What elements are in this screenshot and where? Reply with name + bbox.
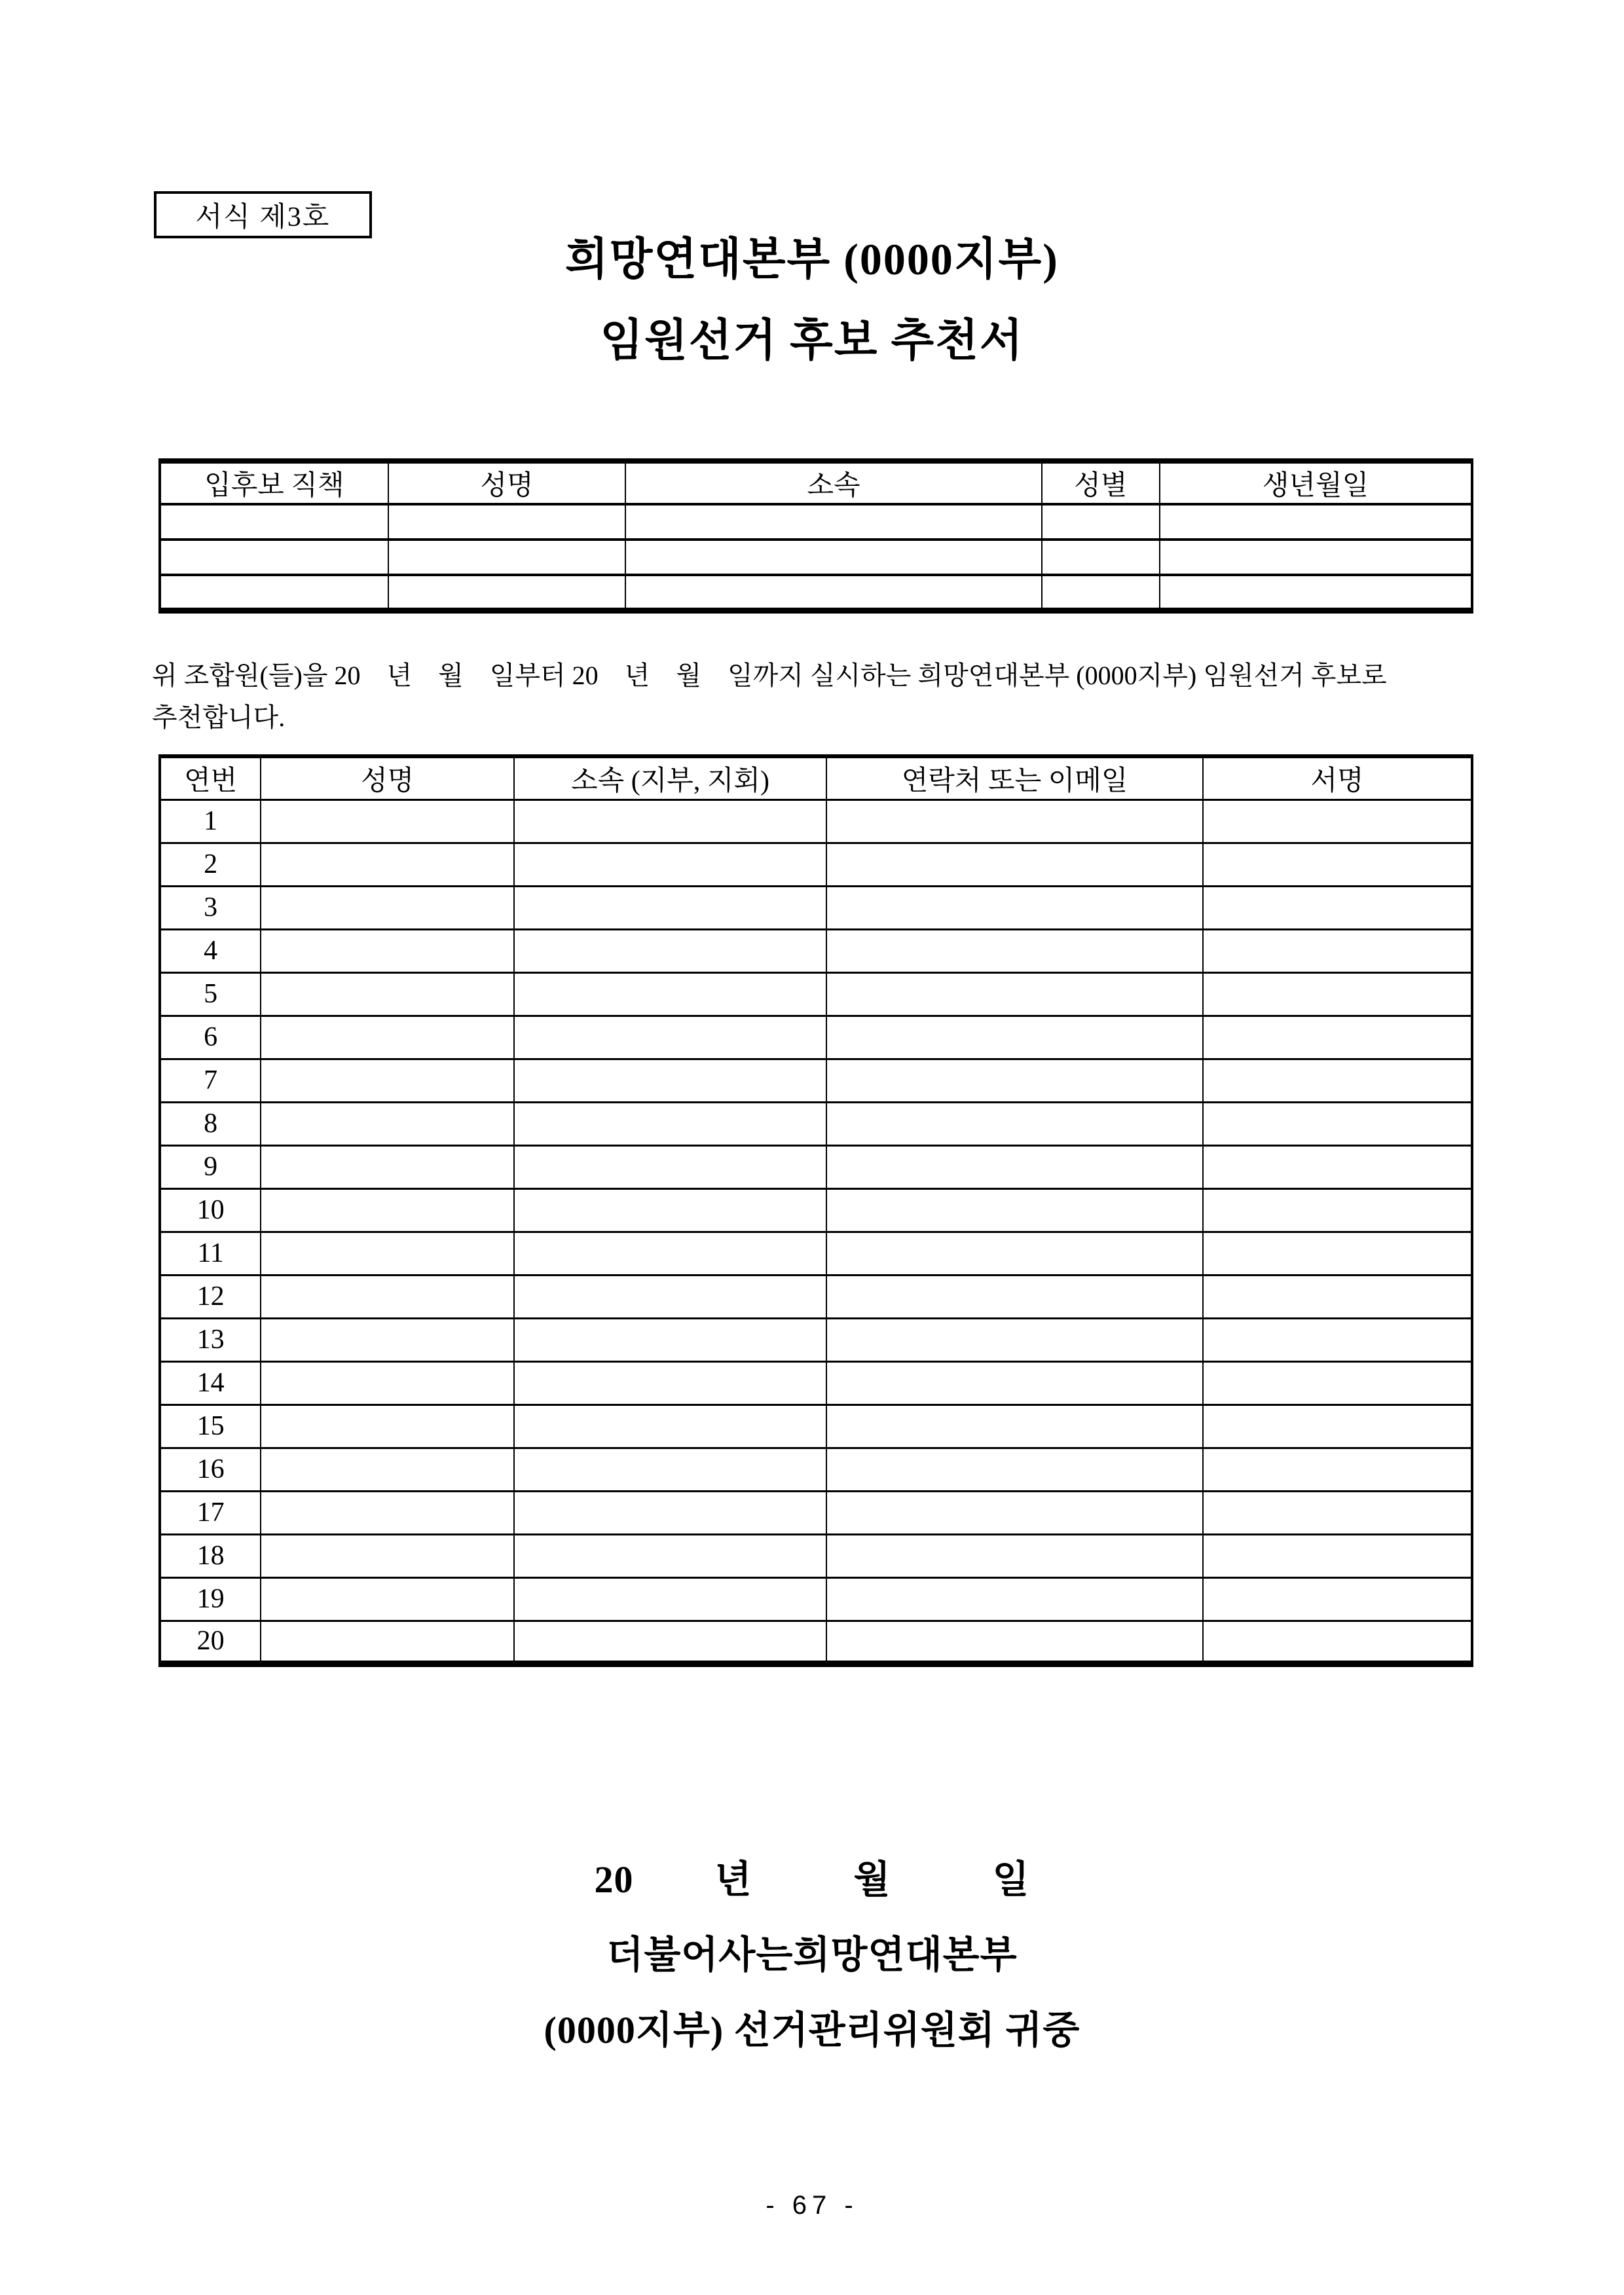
table-row [160, 1534, 1472, 1577]
closing-block [0, 1860, 1624, 2051]
page-number: - 67 - [766, 2191, 858, 2220]
empty-cell [625, 504, 1041, 540]
empty-cell [261, 1275, 514, 1318]
statement-line-2: 추천합니다. [152, 703, 286, 732]
empty-cell [826, 1145, 1203, 1188]
empty-cell [1203, 1188, 1472, 1232]
row-number-cell: 14 [160, 1361, 261, 1405]
table-row [160, 929, 1472, 972]
empty-cell [826, 1102, 1203, 1145]
row-number-cell: 9 [160, 1145, 261, 1188]
column-header: 성명 [261, 756, 514, 799]
empty-cell [514, 1102, 826, 1145]
row-number-cell: 7 [160, 1059, 261, 1102]
recommendation-statement [152, 655, 1501, 739]
empty-cell [826, 1405, 1203, 1448]
column-header: 성별 [1042, 461, 1160, 504]
empty-cell [261, 929, 514, 972]
row-number-cell: 10 [160, 1188, 261, 1232]
closing-date-line: 20 년 월 일 [594, 1858, 1030, 1901]
empty-cell [826, 799, 1203, 843]
empty-cell [1160, 504, 1472, 540]
empty-cell [826, 929, 1203, 972]
empty-cell [826, 1059, 1203, 1102]
column-header: 소속 (지부, 지회) [514, 756, 826, 799]
empty-cell [1160, 540, 1472, 575]
empty-cell [826, 1016, 1203, 1059]
table-row [160, 1145, 1472, 1188]
table-row [160, 1448, 1472, 1491]
empty-cell [261, 1016, 514, 1059]
empty-cell [514, 1621, 826, 1664]
row-number-cell: 13 [160, 1318, 261, 1361]
document-title [0, 236, 1624, 364]
empty-cell [160, 504, 388, 540]
empty-cell [514, 929, 826, 972]
column-header: 연번 [160, 756, 261, 799]
table-row [160, 1405, 1472, 1448]
empty-cell [514, 1361, 826, 1405]
empty-cell [1203, 1534, 1472, 1577]
empty-cell [826, 1361, 1203, 1405]
empty-cell [1203, 1318, 1472, 1361]
empty-cell [514, 1145, 826, 1188]
row-number-cell: 5 [160, 972, 261, 1016]
row-number-cell: 17 [160, 1491, 261, 1534]
header-row [160, 756, 1472, 799]
table-row [160, 1491, 1472, 1534]
table-row [160, 1621, 1472, 1664]
empty-cell [826, 1275, 1203, 1318]
candidate-info-table [158, 458, 1473, 614]
empty-cell [514, 1232, 826, 1275]
empty-cell [261, 1577, 514, 1621]
table-row [160, 1577, 1472, 1621]
empty-cell [160, 540, 388, 575]
row-number-cell: 8 [160, 1102, 261, 1145]
header-row [160, 461, 1472, 504]
empty-cell [514, 1448, 826, 1491]
empty-cell [160, 575, 388, 611]
empty-cell [261, 1102, 514, 1145]
empty-cell [1203, 886, 1472, 929]
empty-cell [514, 1318, 826, 1361]
empty-cell [1203, 972, 1472, 1016]
empty-cell [514, 1577, 826, 1621]
empty-cell [261, 799, 514, 843]
row-number-cell: 1 [160, 799, 261, 843]
table-row [160, 799, 1472, 843]
empty-cell [388, 575, 626, 611]
form-number-box: 서식 제3호 [154, 191, 372, 238]
column-header: 입후보 직책 [160, 461, 388, 504]
empty-cell [1160, 575, 1472, 611]
empty-cell [261, 843, 514, 886]
empty-cell [514, 1188, 826, 1232]
empty-cell [514, 1405, 826, 1448]
row-number-cell: 4 [160, 929, 261, 972]
empty-cell [1203, 1275, 1472, 1318]
statement-line-1: 위 조합원(들)을 20 년 월 일부터 20 년 월 일까지 실시하는 희망연대본부 (0000지부) 임원선거 후보로 [152, 661, 1387, 690]
empty-cell [1203, 1361, 1472, 1405]
empty-cell [1203, 799, 1472, 843]
empty-cell [514, 799, 826, 843]
empty-cell [261, 972, 514, 1016]
row-number-cell: 18 [160, 1534, 261, 1577]
table-row [160, 1318, 1472, 1361]
empty-cell [826, 972, 1203, 1016]
table-row [160, 1102, 1472, 1145]
empty-cell [261, 1534, 514, 1577]
empty-cell [1042, 540, 1160, 575]
empty-cell [1203, 1102, 1472, 1145]
column-header: 성명 [388, 461, 626, 504]
empty-cell [826, 1491, 1203, 1534]
column-header: 생년월일 [1160, 461, 1472, 504]
table-row [160, 540, 1472, 575]
table-row [160, 1361, 1472, 1405]
empty-cell [261, 1448, 514, 1491]
empty-cell [826, 1318, 1203, 1361]
table-row [160, 504, 1472, 540]
empty-cell [261, 1318, 514, 1361]
table-row [160, 843, 1472, 886]
title-line-2: 임원선거 후보 추천서 [600, 316, 1024, 365]
empty-cell [826, 843, 1203, 886]
row-number-cell: 2 [160, 843, 261, 886]
table-row [160, 1232, 1472, 1275]
column-header: 서명 [1203, 756, 1472, 799]
table-row [160, 1016, 1472, 1059]
empty-cell [514, 1534, 826, 1577]
empty-cell [261, 886, 514, 929]
empty-cell [514, 886, 826, 929]
column-header: 연락처 또는 이메일 [826, 756, 1203, 799]
row-number-cell: 15 [160, 1405, 261, 1448]
empty-cell [514, 1059, 826, 1102]
empty-cell [1203, 1405, 1472, 1448]
row-number-cell: 16 [160, 1448, 261, 1491]
closing-committee-line: (0000지부) 선거관리위원회 귀중 [544, 2009, 1080, 2051]
empty-cell [625, 540, 1041, 575]
empty-cell [261, 1491, 514, 1534]
empty-cell [261, 1361, 514, 1405]
empty-cell [261, 1188, 514, 1232]
empty-cell [1203, 1491, 1472, 1534]
empty-cell [1203, 1016, 1472, 1059]
empty-cell [261, 1405, 514, 1448]
empty-cell [826, 886, 1203, 929]
empty-cell [826, 1621, 1203, 1664]
row-number-cell: 3 [160, 886, 261, 929]
closing-org-line: 더불어사는희망연대본부 [606, 1934, 1018, 1976]
empty-cell [826, 1534, 1203, 1577]
empty-cell [826, 1448, 1203, 1491]
empty-cell [1203, 1577, 1472, 1621]
row-number-cell: 11 [160, 1232, 261, 1275]
empty-cell [388, 504, 626, 540]
row-number-cell: 6 [160, 1016, 261, 1059]
table-row [160, 1275, 1472, 1318]
column-header: 소속 [625, 461, 1041, 504]
empty-cell [514, 1016, 826, 1059]
row-number-cell: 12 [160, 1275, 261, 1318]
empty-cell [261, 1621, 514, 1664]
empty-cell [1042, 504, 1160, 540]
empty-cell [1203, 1621, 1472, 1664]
empty-cell [261, 1059, 514, 1102]
empty-cell [1203, 843, 1472, 886]
table-row [160, 575, 1472, 611]
recommender-list-table [158, 754, 1473, 1667]
empty-cell [826, 1577, 1203, 1621]
empty-cell [388, 540, 626, 575]
empty-cell [826, 1232, 1203, 1275]
empty-cell [261, 1145, 514, 1188]
table-row [160, 886, 1472, 929]
empty-cell [1203, 929, 1472, 972]
table-row [160, 1059, 1472, 1102]
title-line-1: 희망연대본부 (0000지부) [565, 234, 1059, 284]
empty-cell [826, 1188, 1203, 1232]
empty-cell [514, 1491, 826, 1534]
empty-cell [1203, 1448, 1472, 1491]
empty-cell [514, 1275, 826, 1318]
empty-cell [1203, 1232, 1472, 1275]
empty-cell [514, 972, 826, 1016]
row-number-cell: 20 [160, 1621, 261, 1664]
empty-cell [261, 1232, 514, 1275]
table-row [160, 1188, 1472, 1232]
empty-cell [514, 843, 826, 886]
table-row [160, 972, 1472, 1016]
empty-cell [1203, 1145, 1472, 1188]
row-number-cell: 19 [160, 1577, 261, 1621]
empty-cell [1042, 575, 1160, 611]
empty-cell [1203, 1059, 1472, 1102]
empty-cell [625, 575, 1041, 611]
